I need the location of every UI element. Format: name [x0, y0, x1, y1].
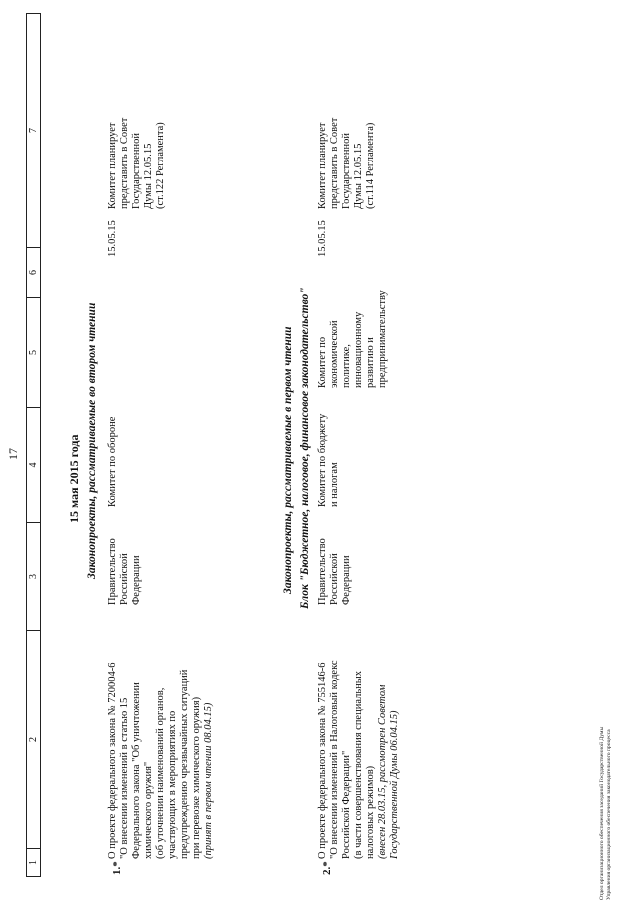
block-heading: Блок "Бюджетное, налоговое, финансовое законодательство": [299, 287, 311, 609]
committee-line: Комитет по обороне: [107, 416, 118, 507]
co-committee-line: предпринимательству: [377, 290, 388, 388]
column-number: 4: [27, 408, 41, 523]
bill-note: (принят в первом чтении 08.04.15): [203, 702, 214, 859]
initiator: [107, 538, 143, 605]
plan-line: Государственной: [131, 133, 142, 209]
co-executor-committee: [317, 290, 389, 388]
column-number: 6: [27, 248, 41, 298]
bill-line: участвующих в мероприятиях по: [167, 710, 178, 859]
plan-note: [317, 118, 377, 209]
section-heading: Законопроекты, рассматриваемые во втором чтении: [86, 302, 98, 579]
row-number: 2.*: [321, 861, 333, 875]
bill-line: "О внесении изменений в статью 15: [119, 697, 130, 859]
co-committee-line: политике,: [341, 344, 352, 388]
bill-line: Федерального закона "Об уничтожении: [131, 682, 142, 859]
committee-line: и налогам: [329, 462, 340, 507]
bill-line: налоговых режимов): [365, 765, 376, 859]
row-number: 1.*: [111, 861, 123, 875]
initiator-line: Российской: [119, 553, 130, 605]
initiator: [317, 538, 353, 605]
review-date: 15.05.15: [317, 220, 328, 257]
co-committee-line: Комитет по: [317, 336, 328, 388]
bill-line: О проекте федерального закона № 720004-6: [107, 662, 118, 859]
bill-line: предупреждению чрезвычайных ситуаций: [179, 669, 190, 859]
plan-line: представить в Совет: [119, 117, 130, 209]
plan-line: представить в Совет: [329, 117, 340, 209]
bill-note: Государственной Думы 06.04.15): [389, 710, 400, 859]
plan-line: Думы 12.05.15: [143, 143, 154, 209]
initiator-line: Правительство: [107, 538, 118, 605]
plan-note: [107, 118, 167, 209]
initiator-line: Правительство: [317, 538, 328, 605]
bill-line: (в части совершенствования специальных: [353, 670, 364, 859]
page-number: 17: [6, 448, 20, 460]
bill-description: [107, 662, 215, 859]
column-number: 5: [27, 298, 41, 408]
co-committee-line: развитию и: [365, 337, 376, 388]
column-number: 1: [27, 849, 41, 877]
initiator-line: Российской: [329, 553, 340, 605]
date-heading: 15 мая 2015 года: [67, 434, 81, 523]
bill-line: О проекте федерального закона № 755146-6: [317, 662, 328, 859]
review-date: 15.05.15: [107, 220, 118, 257]
column-number: 3: [27, 523, 41, 631]
responsible-committee: [317, 414, 341, 507]
committee-line: Комитет по бюджету: [317, 413, 328, 507]
plan-line: Государственной: [341, 133, 352, 209]
initiator-line: Федерации: [341, 555, 352, 605]
responsible-committee: [107, 417, 119, 507]
footer-line: Отдел организационного обеспечения заседаний Государственной Думы: [599, 726, 605, 900]
plan-line: (ст.122 Регламента): [155, 122, 166, 209]
bill-description: [317, 660, 401, 859]
initiator-line: Федерации: [131, 555, 142, 605]
column-number-header: [26, 13, 41, 877]
plan-line: Комитет планирует: [317, 122, 328, 209]
co-committee-line: инновационному: [353, 311, 364, 388]
bill-line: Российской Федерации": [341, 750, 352, 859]
bill-line: (об уточнении наименований органов,: [155, 687, 166, 859]
page-footer: [599, 727, 613, 900]
bill-note: (внесен 28.03.15, рассмотрен Советом: [377, 684, 388, 859]
plan-line: Комитет планирует: [107, 122, 118, 209]
bill-line: химического оружия": [143, 761, 154, 859]
footer-line: Управления организационного обеспечения законодательного процесса: [606, 729, 612, 900]
bill-line: при перевозке химического оружия): [191, 696, 202, 859]
column-number: 2: [27, 631, 41, 849]
section-heading: Законопроекты, рассматриваемые в первом чтении: [282, 326, 294, 594]
plan-line: (ст.114 Регламента): [365, 122, 376, 209]
co-committee-line: экономической: [329, 320, 340, 388]
column-number: 7: [27, 14, 41, 248]
plan-line: Думы 12.05.15: [353, 143, 364, 209]
bill-line: "О внесении изменений в Налоговый кодекс: [329, 660, 340, 859]
